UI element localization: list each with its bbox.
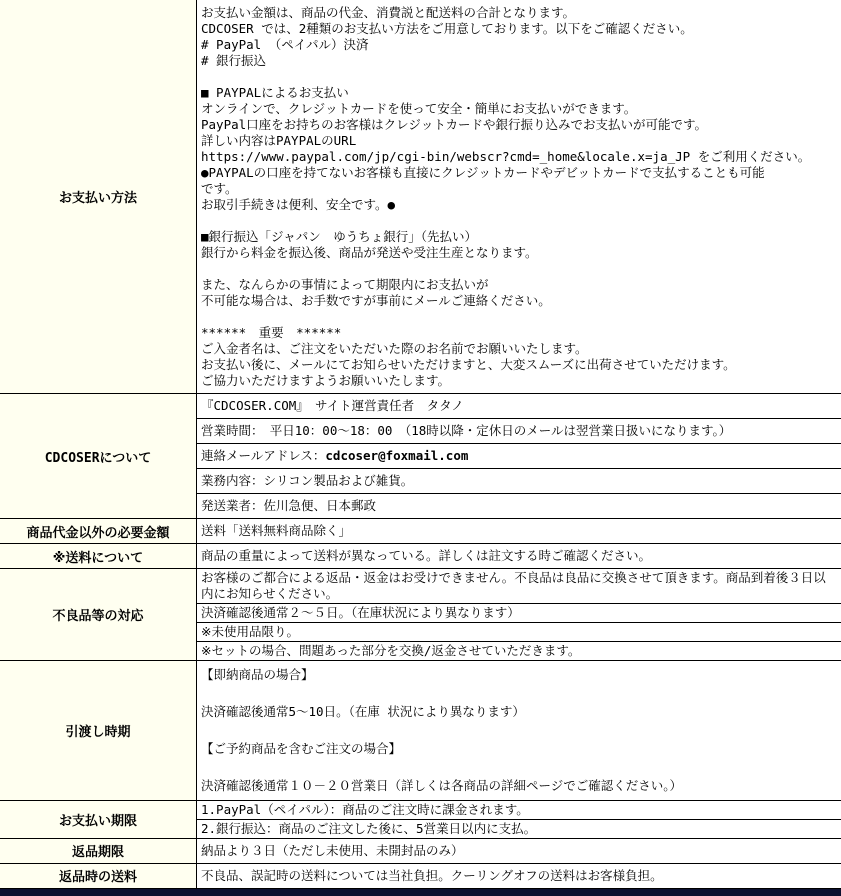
blank-line <box>201 685 837 704</box>
payment-deadline-content <box>197 801 841 838</box>
text-line: 不可能な場合は、お手数ですが事前にメールご連絡ください。 <box>201 293 551 308</box>
text-line: オンラインで、クレジットカードを使って安全・簡単にお支払いができます。 <box>201 101 637 116</box>
return-shipping-label: 返品時の送料 <box>0 864 197 888</box>
contact-label: 連絡メールアドレス： <box>201 448 326 463</box>
row-return-shipping <box>0 863 841 888</box>
payment-method-label: お支払い方法 <box>0 0 197 393</box>
text-line: 銀行から料金を振込後、商品が発送や受注生産となります。 <box>201 245 538 260</box>
about-contact-row <box>197 444 841 469</box>
row-payment-method <box>0 0 841 393</box>
text-line: PayPal口座をお持ちのお客様はクレジットカードや銀行振り込みでお支払いが可能です。 <box>201 117 707 132</box>
text-line: ご協力いただけますようお願いいたします。 <box>201 373 451 388</box>
payment-method-content <box>197 0 841 393</box>
about-content <box>197 394 841 518</box>
blank-line <box>201 722 837 741</box>
deadline-paypal: 1.PayPal（ペイパル）：商品のご注文時に課金されます。 <box>197 801 841 820</box>
shipping-fee-text: 商品の重量によって送料が異なっている。詳しくは註文する時ご確認ください。 <box>201 548 652 563</box>
text-line: ■銀行振込「ジャパン ゆうちょ銀行」（先払い） <box>201 229 478 244</box>
contact-email: cdcoser@foxmail.com <box>325 448 469 463</box>
text-line: 【ご予約商品を含むご注文の場合】 <box>201 741 402 756</box>
text-line: 【即納商品の場合】 <box>201 667 314 682</box>
about-business-scope: 業務内容：シリコン製品および雑貨。 <box>197 469 841 494</box>
text-line: ●PAYPALの口座を持てないお客様も直接にクレジットカードやデビットカードで支払することも可能 <box>201 165 765 180</box>
text-line: CDCOSER では、2種類のお支払い方法をご用意しております。以下をご確認ください。 <box>201 21 693 36</box>
text-line: また、なんらかの事情によって期限内にお支払いが <box>201 277 489 292</box>
text-line: # PayPal （ペイパル）決済 <box>201 37 369 52</box>
delivery-content <box>197 661 841 800</box>
extra-fee-label: 商品代金以外の必要金額 <box>0 519 197 543</box>
row-defective-handling <box>0 568 841 660</box>
text-line: 決済確認後通常5～10日。（在庫 状況により異なります） <box>201 704 525 719</box>
text-line: お支払い後に、メールにてお知らせいただけますと、大変スムーズに出荷させていただけます。 <box>201 357 736 372</box>
blank-line <box>201 213 837 229</box>
defective-condition-unused: ※未使用品限り。 <box>197 623 841 642</box>
text-line: 決済確認後通常１０－２０営業日（詳しくは各商品の詳細ページでご確認ください。） <box>201 778 683 793</box>
row-about-cdcoser <box>0 393 841 518</box>
defective-policy: お客様のご都合による返品・返金はお受けできません。不良品は良品に交換させて頂きます。商品到着後３日以内にお知らせください。 <box>197 569 841 604</box>
text-line: 詳しい内容はPAYPALのURL <box>201 133 357 148</box>
defective-label: 不良品等の対応 <box>0 569 197 660</box>
text-line: # 銀行振込 <box>201 53 267 68</box>
defective-turnaround: 決済確認後通常２～５日。（在庫状況により異なります） <box>197 604 841 623</box>
text-line: お支払い金額は、商品の代金、消費説と配送料の合計となります。 <box>201 5 576 20</box>
defective-condition-set: ※セットの場合、問題あった部分を交換/返金させていただきます。 <box>201 643 581 658</box>
text-line: ■ PAYPALによるお支払い <box>201 85 349 100</box>
defective-content <box>197 569 841 660</box>
return-shipping-text: 不良品、誤記時の送料については当社負担。クーリングオフの送料はお客様負担。 <box>201 867 663 883</box>
deadline-bank: 2.銀行振込：商品のご注文した後に、5営業日以内に支払。 <box>201 820 537 836</box>
blank-line <box>201 759 837 778</box>
delivery-label: 引渡し時期 <box>0 661 197 800</box>
text-line: お取引手続きは便利、安全です。● <box>201 197 396 212</box>
blank-line <box>201 309 837 325</box>
blank-line <box>201 261 837 277</box>
payment-deadline-label: お支払い期限 <box>0 801 197 838</box>
row-shipping-fee <box>0 543 841 568</box>
about-site-operator: 『CDCOSER.COM』 サイト運営責任者 タタノ <box>197 394 841 419</box>
blank-line <box>201 69 837 85</box>
about-business-hours: 営業時間： 平日10：00～18：00 （18時以降・定休日のメールは翌営業日扱いになります。） <box>197 419 841 444</box>
row-return-deadline <box>0 838 841 863</box>
return-deadline-text: 納品より３日（ただし未使用、未開封品のみ） <box>201 842 464 858</box>
text-line: です。 <box>201 181 238 196</box>
row-delivery-time <box>0 660 841 800</box>
text-line: ご入金者名は、ご注文をいただいた際のお名前でお願いいたします。 <box>201 341 588 356</box>
row-extra-fee <box>0 518 841 543</box>
return-deadline-label: 返品期限 <box>0 839 197 863</box>
text-line: ****** 重要 ****** <box>201 325 342 340</box>
shipping-fee-label: ※送料について <box>0 544 197 568</box>
extra-fee-text: 送料「送料無料商品除く」 <box>201 523 352 538</box>
row-payment-deadline <box>0 800 841 838</box>
bottom-bar <box>0 889 841 896</box>
about-shippers: 発送業者：佐川急便、日本郵政 <box>201 498 377 513</box>
about-label: CDCOSERについて <box>0 394 197 518</box>
paypal-url: https://www.paypal.com/jp/cgi-bin/webscr?cmd=_home&locale.x=ja_JP をご利用ください。 <box>201 149 811 164</box>
